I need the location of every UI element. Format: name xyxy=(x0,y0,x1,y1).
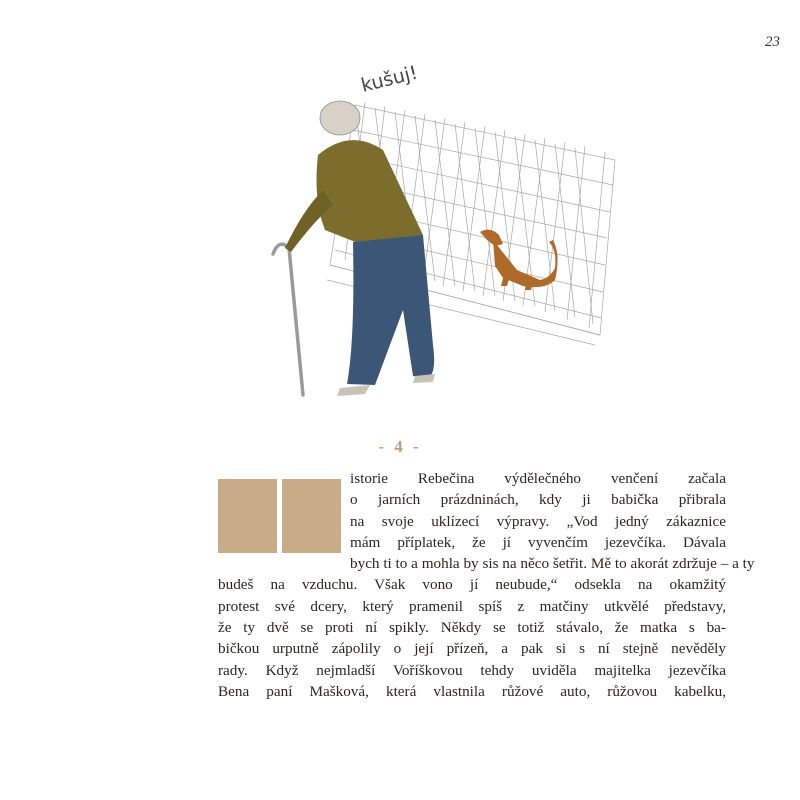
text-line: bičkou urputně zápolily o její přízeň, a pak si s ní stejně nevěděly xyxy=(218,640,726,658)
illustration-old-man-with-dachshund xyxy=(255,40,625,410)
body-text xyxy=(218,468,755,702)
text-line: budeš na vzduchu. Však vono jí neubude,“ odsekla na okamžitý xyxy=(218,576,726,594)
old-man-figure xyxy=(285,101,435,396)
dropcap-right-bar xyxy=(282,479,341,553)
dachshund-figure xyxy=(480,230,558,290)
text-line: rady. Když nejmladší Voříškovou tehdy uviděla majitelka jezevčíka xyxy=(218,661,726,679)
text-line: istorie Rebečina výdělečného venčení začala xyxy=(350,470,726,487)
dropcap-left-bar xyxy=(218,479,277,553)
dropcap-letter-h xyxy=(218,479,341,553)
text-line: bych ti to a mohla by sis na něco šetřit. Mě to akorát zdržuje – a ty xyxy=(350,555,755,573)
cane-icon xyxy=(273,244,303,395)
text-line: Bena paní Mašková, která vlastnila růžové auto, růžovou kabelku, xyxy=(218,682,726,700)
text-line: o jarních prázdninách, kdy ji babička přibrala xyxy=(350,491,726,509)
text-line: že ty dvě se proti ní spikly. Někdy se totiž stávalo, že matka s ba- xyxy=(218,619,726,637)
chapter-number: - 4 - xyxy=(378,437,422,456)
handwritten-exclamation: kušuj! xyxy=(358,61,420,97)
text-line: na svoje uklízecí výpravy. „Vod jedný zákaznice xyxy=(350,512,726,530)
page-number: 23 xyxy=(765,34,780,50)
text-line: mám příplatek, že jí vyvenčím jezevčíka. Dávala xyxy=(350,533,726,551)
text-line: protest své dcery, který pramenil spíš z matčiny utkvělé představy, xyxy=(218,597,726,615)
